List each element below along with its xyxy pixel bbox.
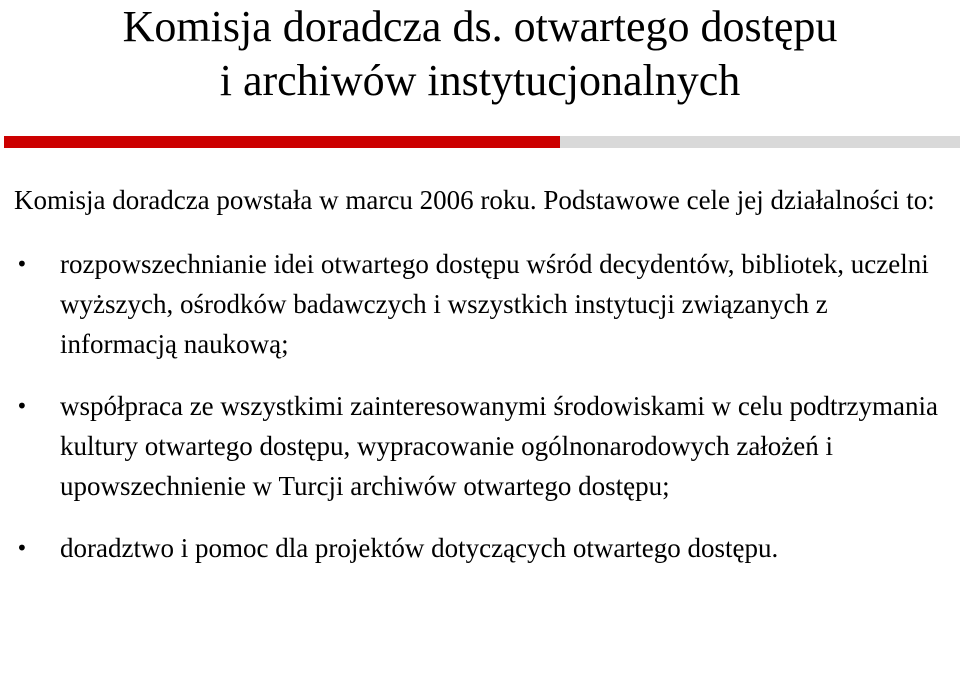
title-line-1: Komisja doradcza ds. otwartego dostępu [122,2,838,51]
bullet-icon: • [16,252,28,276]
slide-title [0,0,960,104]
list-item-text: rozpowszechnianie idei otwartego dostępu wśród decydentów, bibliotek, uczelni wyższych, ośrodków badawczych i wszystkich instytucji związanych z informacją naukową; [60,249,929,359]
divider-accent-bar [4,136,560,148]
title-divider [4,136,960,150]
slide-body [14,180,949,568]
list-item [14,386,949,506]
list-item [14,244,949,364]
title-line-2: i archiwów instytucjonalnych [219,56,741,105]
list-item [14,528,949,568]
list-item-text: doradztwo i pomoc dla projektów dotyczących otwartego dostępu. [60,533,779,563]
list-item-text: współpraca ze wszystkimi zainteresowanymi środowiskami w celu podtrzymania kultury otwartego dostępu, wypracowanie ogólnonarodowych założeń i upowszechnienie w Turcji archiwów otwartego dostępu; [60,391,939,501]
intro-paragraph: Komisja doradcza powstała w marcu 2006 roku. Podstawowe cele jej działalności to: [14,185,935,215]
goals-list [14,244,949,568]
bullet-icon: • [16,536,28,560]
bullet-icon: • [16,394,28,418]
divider-gray-bar [560,136,960,148]
